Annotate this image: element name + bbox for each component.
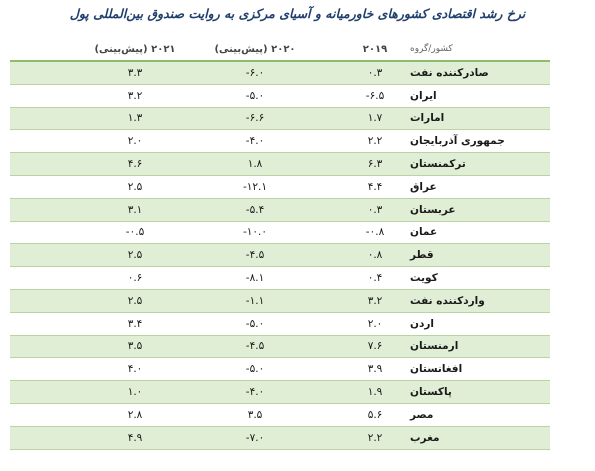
- value-2020: -۵.۰: [245, 89, 265, 102]
- country-name: مغرب: [410, 431, 440, 444]
- country-name: ایران: [410, 89, 437, 102]
- value-2021: ۳.۵: [127, 340, 143, 353]
- country-name: قطر: [410, 249, 434, 262]
- country-name: واردکننده نفت: [410, 294, 485, 307]
- value-2021: ۱.۳: [127, 112, 143, 125]
- value-2019: ۲.۲: [367, 431, 383, 444]
- header-2021: ۲۰۲۱ (پیش‌بینی): [94, 43, 176, 55]
- value-2021: ۳.۳: [127, 66, 143, 79]
- table-header-row: [10, 38, 550, 62]
- header-2020: ۲۰۲۰ (پیش‌بینی): [214, 43, 296, 55]
- country-name: عمان: [410, 226, 438, 239]
- country-name: پاکستان: [410, 386, 452, 399]
- value-2020: -۴.۵: [245, 340, 265, 353]
- value-2021: ۴.۶: [127, 158, 143, 171]
- value-2021: ۲.۸: [127, 408, 143, 421]
- table-row: [10, 130, 550, 153]
- value-2021: ۳.۲: [127, 89, 143, 102]
- value-2019: ۲.۲: [367, 135, 383, 148]
- value-2019: ۳.۲: [367, 294, 383, 307]
- value-2019: ۶.۳: [367, 158, 383, 171]
- value-2020: -۱۲.۱: [242, 180, 268, 193]
- value-2020: -۵.۰: [245, 317, 265, 330]
- value-2021: ۴.۹: [127, 431, 143, 444]
- table-row: [10, 199, 550, 222]
- value-2020: -۸.۱: [245, 272, 265, 285]
- table-row: [10, 313, 550, 336]
- table-row: [10, 222, 550, 245]
- value-2019: ۱.۷: [367, 112, 383, 125]
- value-2020: -۵.۴: [245, 203, 265, 216]
- country-name: ترکمنستان: [410, 158, 466, 171]
- value-2019: ۰.۸: [367, 249, 383, 262]
- value-2019: ۳.۹: [367, 363, 383, 376]
- value-2021: ۰.۶: [127, 272, 143, 285]
- value-2020: -۴.۵: [245, 249, 265, 262]
- header-2019: ۲۰۱۹: [362, 43, 388, 55]
- value-2020: ۱.۸: [247, 158, 263, 171]
- value-2021: ۲.۵: [127, 249, 143, 262]
- country-name: امارات: [410, 112, 445, 125]
- value-2021: ۲.۵: [127, 294, 143, 307]
- table-title: نرخ رشد اقتصادی کشورهای خاورمیانه و آسیای مرکزی به روایت صندوق بین‌المللی پول: [69, 6, 526, 21]
- value-2019: ۷.۶: [367, 340, 383, 353]
- value-2021: ۴.۰: [127, 363, 143, 376]
- table-row: [10, 381, 550, 404]
- country-name: صادرکننده نفت: [410, 66, 489, 79]
- value-2021: ۲.۰: [127, 135, 143, 148]
- header-country: کشور/گروه: [410, 44, 453, 54]
- growth-table: [10, 38, 550, 450]
- value-2020: -۷.۰: [245, 431, 265, 444]
- value-2019: ۵.۶: [367, 408, 383, 421]
- value-2019: -۰.۸: [365, 226, 385, 239]
- table-row: [10, 267, 550, 290]
- country-name: افغانستان: [410, 363, 463, 376]
- table-row: [10, 108, 550, 131]
- value-2020: -۱.۱: [245, 294, 265, 307]
- table-row: [10, 85, 550, 108]
- table-row: [10, 290, 550, 313]
- value-2021: -۰.۵: [125, 226, 145, 239]
- table-row: [10, 153, 550, 176]
- value-2019: ۰.۳: [367, 203, 383, 216]
- value-2021: ۱.۰: [127, 386, 143, 399]
- country-name: ارمنستان: [410, 340, 459, 353]
- value-2019: ۴.۴: [367, 180, 383, 193]
- value-2020: ۳.۵: [247, 408, 263, 421]
- table-row: [10, 244, 550, 267]
- value-2019: ۰.۴: [367, 272, 383, 285]
- value-2019: ۲.۰: [367, 317, 383, 330]
- country-name: کویت: [410, 272, 438, 285]
- value-2021: ۳.۴: [127, 317, 143, 330]
- value-2020: -۶.۰: [245, 66, 265, 79]
- table-row: [10, 336, 550, 359]
- table-body: [10, 62, 550, 450]
- table-row: [10, 62, 550, 85]
- table-row: [10, 358, 550, 381]
- value-2019: ۱.۹: [367, 386, 383, 399]
- country-name: عربستان: [410, 203, 456, 216]
- value-2020: -۵.۰: [245, 363, 265, 376]
- value-2021: ۲.۵: [127, 180, 143, 193]
- value-2019: ۰.۳: [367, 66, 383, 79]
- table-row: [10, 404, 550, 427]
- country-name: مصر: [410, 408, 434, 421]
- country-name: اردن: [410, 317, 434, 330]
- value-2020: -۴.۰: [245, 135, 265, 148]
- value-2020: -۶.۶: [245, 112, 265, 125]
- country-name: عراق: [410, 180, 437, 193]
- value-2021: ۳.۱: [127, 203, 143, 216]
- value-2019: -۶.۵: [365, 89, 385, 102]
- value-2020: -۱۰.۰: [242, 226, 268, 239]
- table-row: [10, 427, 550, 450]
- table-row: [10, 176, 550, 199]
- country-name: جمهوری آذربایجان: [410, 135, 505, 148]
- value-2020: -۴.۰: [245, 386, 265, 399]
